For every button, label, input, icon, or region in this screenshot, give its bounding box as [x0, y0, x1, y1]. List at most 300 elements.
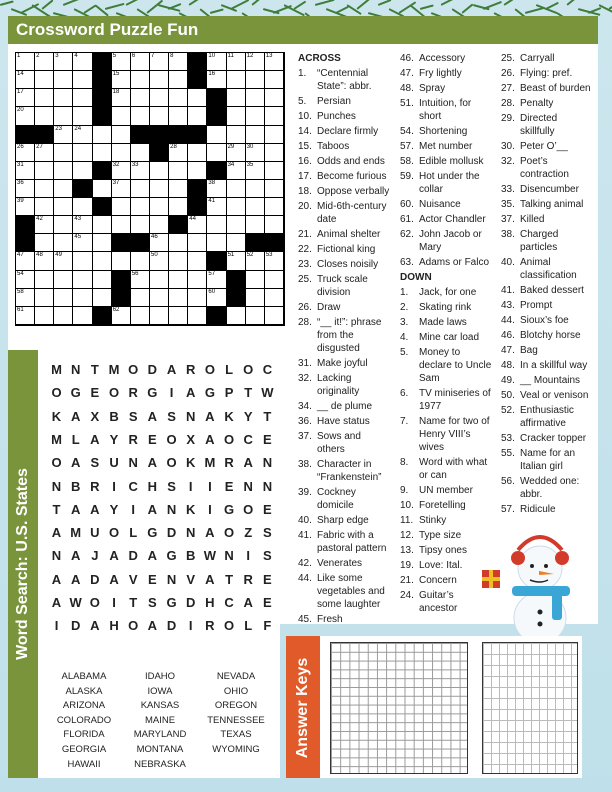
word-search-letter[interactable]: A	[109, 571, 119, 587]
crossword-cell[interactable]	[131, 144, 150, 162]
crossword-cell[interactable]	[207, 216, 226, 234]
word-search-letter[interactable]: G	[166, 548, 177, 564]
word-search-letter[interactable]: E	[148, 431, 157, 447]
crossword-cell[interactable]	[73, 89, 92, 107]
word-search-letter[interactable]: O	[166, 431, 177, 447]
word-search-letter[interactable]: A	[70, 408, 81, 424]
crossword-cell[interactable]	[35, 53, 54, 71]
word-search-letter[interactable]: O	[243, 501, 254, 517]
word-search-letter[interactable]: A	[90, 501, 100, 517]
crossword-cell[interactable]	[54, 252, 73, 270]
word-search-letter[interactable]: A	[147, 618, 158, 634]
word-search-letter[interactable]: A	[70, 455, 81, 471]
word-search-letter[interactable]: A	[147, 455, 158, 471]
crossword-cell[interactable]	[169, 89, 188, 107]
crossword-cell[interactable]	[207, 144, 226, 162]
word-search-letter[interactable]: T	[244, 385, 253, 401]
word-search-letter[interactable]: E	[224, 478, 234, 494]
crossword-cell[interactable]	[35, 144, 54, 162]
crossword-cell[interactable]	[227, 107, 246, 125]
crossword-cell[interactable]	[131, 53, 150, 71]
word-search-letter[interactable]: I	[112, 478, 116, 494]
word-search-letter[interactable]: H	[147, 478, 158, 494]
word-search-letter[interactable]: L	[129, 525, 138, 541]
crossword-cell[interactable]	[73, 144, 92, 162]
word-search-letter[interactable]: O	[51, 455, 62, 471]
crossword-cell[interactable]	[265, 252, 284, 270]
word-search-letter[interactable]: M	[70, 525, 82, 541]
crossword-cell[interactable]	[227, 126, 246, 144]
word-search-letter[interactable]: G	[70, 385, 81, 401]
crossword-cell[interactable]	[265, 289, 284, 307]
crossword-cell[interactable]	[246, 162, 265, 180]
crossword-cell[interactable]	[93, 234, 112, 252]
word-search-letter[interactable]: I	[131, 501, 135, 517]
word-search-letter[interactable]: N	[51, 548, 62, 564]
word-search-letter[interactable]: T	[263, 408, 272, 424]
crossword-cell[interactable]	[35, 216, 54, 234]
word-search-letter[interactable]: R	[90, 478, 100, 494]
crossword-cell[interactable]	[188, 307, 207, 325]
word-search-letter[interactable]: S	[148, 595, 157, 610]
crossword-cell[interactable]	[227, 71, 246, 89]
word-search-letter[interactable]: A	[70, 501, 81, 517]
crossword-cell[interactable]	[131, 307, 150, 325]
crossword-cell[interactable]	[188, 234, 207, 252]
crossword-cell[interactable]	[131, 289, 150, 307]
crossword-cell[interactable]	[112, 126, 131, 144]
word-search-letter[interactable]: N	[166, 571, 177, 587]
word-search-letter[interactable]: K	[224, 408, 234, 424]
crossword-cell[interactable]	[16, 107, 35, 125]
crossword-cell[interactable]	[150, 107, 169, 125]
crossword-cell[interactable]	[73, 234, 92, 252]
word-search-letter[interactable]: L	[225, 362, 234, 377]
crossword-cell[interactable]	[54, 162, 73, 180]
word-search-letter[interactable]: C	[262, 362, 273, 377]
word-search-letter[interactable]: N	[224, 548, 234, 564]
word-search-letter[interactable]: W	[261, 385, 274, 401]
word-search-letter[interactable]: I	[188, 478, 193, 494]
word-search-letter[interactable]: V	[128, 571, 138, 587]
crossword-cell[interactable]	[73, 107, 92, 125]
crossword-cell[interactable]	[112, 252, 131, 270]
word-search-letter[interactable]: V	[186, 571, 196, 587]
crossword-cell[interactable]	[169, 198, 188, 216]
crossword-cell[interactable]	[54, 307, 73, 325]
word-search-letter[interactable]: E	[263, 501, 272, 517]
crossword-cell[interactable]	[246, 144, 265, 162]
crossword-cell[interactable]	[112, 307, 131, 325]
crossword-cell[interactable]	[35, 198, 54, 216]
word-search-letter[interactable]: L	[244, 618, 253, 634]
crossword-cell[interactable]	[73, 126, 92, 144]
word-search-letter[interactable]: A	[243, 595, 253, 610]
crossword-cell[interactable]	[246, 307, 265, 325]
crossword-cell[interactable]	[112, 89, 131, 107]
word-search-letter[interactable]: S	[263, 548, 272, 564]
word-search-letter[interactable]: J	[91, 548, 99, 564]
crossword-cell[interactable]	[246, 107, 265, 125]
crossword-cell[interactable]	[16, 198, 35, 216]
crossword-cell[interactable]	[265, 107, 284, 125]
crossword-cell[interactable]	[54, 180, 73, 198]
crossword-cell[interactable]	[246, 126, 265, 144]
word-search-letter[interactable]: N	[186, 525, 196, 541]
crossword-cell[interactable]	[150, 271, 169, 289]
crossword-cell[interactable]	[169, 252, 188, 270]
crossword-cell[interactable]	[112, 144, 131, 162]
crossword-cell[interactable]	[207, 271, 226, 289]
crossword-cell[interactable]	[54, 126, 73, 144]
word-search-letter[interactable]: H	[205, 595, 215, 610]
crossword-cell[interactable]	[150, 252, 169, 270]
word-search-letter[interactable]: B	[109, 408, 119, 424]
crossword-cell[interactable]	[35, 162, 54, 180]
word-search-letter[interactable]: A	[109, 548, 119, 564]
word-search-letter[interactable]: A	[147, 548, 158, 564]
crossword-cell[interactable]	[207, 71, 226, 89]
crossword-cell[interactable]	[35, 89, 54, 107]
word-search-letter[interactable]: K	[186, 455, 196, 471]
crossword-cell[interactable]	[227, 180, 246, 198]
word-search-letter[interactable]: O	[108, 385, 120, 401]
crossword-cell[interactable]	[207, 234, 226, 252]
crossword-cell[interactable]	[207, 180, 226, 198]
word-search-letter[interactable]: I	[246, 548, 251, 564]
word-search-letter[interactable]: M	[51, 362, 62, 377]
word-search-letter[interactable]: T	[90, 362, 99, 377]
word-search-letter[interactable]: R	[224, 455, 234, 471]
word-search-letter[interactable]: Y	[109, 431, 119, 447]
word-search-letter[interactable]: A	[90, 431, 100, 447]
crossword-cell[interactable]	[35, 71, 54, 89]
word-search-letter[interactable]: P	[224, 385, 234, 401]
word-search-letter[interactable]: O	[223, 618, 235, 634]
word-search-letter[interactable]: C	[243, 431, 253, 447]
crossword-cell[interactable]	[16, 307, 35, 325]
crossword-cell[interactable]	[265, 126, 284, 144]
crossword-cell[interactable]	[265, 53, 284, 71]
crossword-cell[interactable]	[73, 271, 92, 289]
crossword-cell[interactable]	[112, 71, 131, 89]
crossword-cell[interactable]	[35, 271, 54, 289]
word-search-letter[interactable]: U	[109, 455, 119, 471]
word-search-letter[interactable]: X	[90, 408, 100, 424]
word-search-letter[interactable]: N	[186, 408, 196, 424]
crossword-cell[interactable]	[112, 180, 131, 198]
crossword-cell[interactable]	[246, 71, 265, 89]
crossword-cell[interactable]	[73, 198, 92, 216]
crossword-cell[interactable]	[227, 53, 246, 71]
crossword-cell[interactable]	[93, 180, 112, 198]
crossword-cell[interactable]	[73, 162, 92, 180]
crossword-cell[interactable]	[265, 89, 284, 107]
word-search-letter[interactable]: I	[188, 618, 193, 634]
word-search-letter[interactable]: R	[243, 571, 253, 587]
word-search-letter[interactable]: A	[70, 548, 81, 564]
word-search-letter[interactable]: T	[225, 571, 234, 587]
crossword-cell[interactable]	[73, 71, 92, 89]
crossword-cell[interactable]	[246, 252, 265, 270]
word-search-letter[interactable]: U	[90, 525, 100, 541]
word-search-letter[interactable]: D	[147, 362, 158, 377]
crossword-cell[interactable]	[227, 162, 246, 180]
crossword-cell[interactable]	[35, 252, 54, 270]
crossword-cell[interactable]	[16, 144, 35, 162]
word-search-letter[interactable]: O	[51, 385, 62, 401]
crossword-cell[interactable]	[16, 53, 35, 71]
word-search-letter[interactable]: O	[166, 455, 177, 471]
word-search-letter[interactable]: B	[186, 548, 196, 564]
crossword-cell[interactable]	[131, 89, 150, 107]
word-search-letter[interactable]: D	[128, 548, 138, 564]
word-search-letter[interactable]: E	[263, 571, 272, 587]
word-search-letter[interactable]: I	[208, 501, 212, 517]
crossword-cell[interactable]	[150, 162, 169, 180]
crossword-cell[interactable]	[16, 180, 35, 198]
crossword-cell[interactable]	[188, 271, 207, 289]
crossword-cell[interactable]	[35, 234, 54, 252]
crossword-cell[interactable]	[150, 198, 169, 216]
word-search-letter[interactable]: D	[70, 618, 81, 634]
crossword-cell[interactable]	[54, 198, 73, 216]
word-search-letter[interactable]: A	[166, 362, 177, 377]
crossword-cell[interactable]	[150, 289, 169, 307]
word-search-letter[interactable]: N	[51, 478, 62, 494]
crossword-cell[interactable]	[54, 234, 73, 252]
crossword-cell[interactable]	[227, 252, 246, 270]
crossword-cell[interactable]	[188, 162, 207, 180]
word-search-letter[interactable]: I	[54, 618, 59, 634]
word-search-letter[interactable]: O	[128, 362, 139, 377]
word-search-letter[interactable]: A	[51, 571, 62, 587]
crossword-cell[interactable]	[112, 216, 131, 234]
word-search-letter[interactable]: S	[90, 455, 100, 471]
crossword-cell[interactable]	[112, 198, 131, 216]
crossword-cell[interactable]	[150, 89, 169, 107]
crossword-cell[interactable]	[150, 53, 169, 71]
crossword-cell[interactable]	[169, 53, 188, 71]
crossword-cell[interactable]	[207, 53, 226, 71]
crossword-cell[interactable]	[16, 71, 35, 89]
word-search-letter[interactable]: D	[166, 618, 177, 634]
word-search-letter[interactable]: D	[186, 595, 196, 610]
crossword-cell[interactable]	[54, 89, 73, 107]
crossword-cell[interactable]	[188, 144, 207, 162]
crossword-cell[interactable]	[265, 198, 284, 216]
crossword-cell[interactable]	[16, 162, 35, 180]
crossword-cell[interactable]	[131, 216, 150, 234]
crossword-cell[interactable]	[227, 89, 246, 107]
crossword-cell[interactable]	[73, 252, 92, 270]
word-search-letter[interactable]: G	[147, 385, 158, 401]
word-search-letter[interactable]: Y	[109, 501, 119, 517]
word-search-letter[interactable]: E	[90, 385, 100, 401]
crossword-cell[interactable]	[54, 53, 73, 71]
word-search-letter[interactable]: F	[263, 618, 272, 634]
crossword-cell[interactable]	[169, 71, 188, 89]
crossword-cell[interactable]	[227, 216, 246, 234]
crossword-cell[interactable]	[188, 216, 207, 234]
crossword-cell[interactable]	[93, 216, 112, 234]
word-search-letter[interactable]: I	[208, 478, 212, 494]
crossword-cell[interactable]	[265, 271, 284, 289]
crossword-cell[interactable]	[188, 107, 207, 125]
crossword-cell[interactable]	[265, 180, 284, 198]
crossword-cell[interactable]	[93, 126, 112, 144]
word-search-letter[interactable]: K	[51, 408, 62, 424]
crossword-cell[interactable]	[246, 180, 265, 198]
word-search-letter[interactable]: A	[51, 525, 62, 541]
crossword-cell[interactable]	[93, 252, 112, 270]
crossword-cell[interactable]	[54, 216, 73, 234]
word-search-letter[interactable]: O	[108, 525, 120, 541]
word-search-letter[interactable]: M	[51, 431, 62, 447]
word-search-letter[interactable]: G	[147, 525, 158, 541]
word-search-letter[interactable]: H	[109, 618, 119, 634]
crossword-cell[interactable]	[246, 198, 265, 216]
word-search-letter[interactable]: W	[69, 595, 82, 610]
word-search-letter[interactable]: G	[223, 501, 235, 517]
crossword-cell[interactable]	[131, 71, 150, 89]
crossword-cell[interactable]	[131, 252, 150, 270]
crossword-cell[interactable]	[169, 234, 188, 252]
word-search-letter[interactable]: W	[203, 548, 217, 564]
crossword-cell[interactable]	[227, 198, 246, 216]
word-search-letter[interactable]: M	[204, 455, 216, 471]
crossword-cell[interactable]	[150, 180, 169, 198]
crossword-cell[interactable]	[54, 271, 73, 289]
crossword-cell[interactable]	[265, 216, 284, 234]
crossword-cell[interactable]	[131, 180, 150, 198]
crossword-cell[interactable]	[93, 144, 112, 162]
word-search-letter[interactable]: R	[186, 362, 196, 377]
crossword-cell[interactable]	[169, 180, 188, 198]
crossword-cell[interactable]	[150, 71, 169, 89]
crossword-cell[interactable]	[54, 71, 73, 89]
word-search-letter[interactable]: R	[205, 618, 215, 634]
word-search-letter[interactable]: A	[205, 408, 215, 424]
word-search-letter[interactable]: N	[128, 455, 138, 471]
word-search-letter[interactable]: N	[243, 478, 253, 494]
word-search-letter[interactable]: N	[70, 362, 81, 377]
crossword-cell[interactable]	[150, 234, 169, 252]
word-search-letter[interactable]: S	[167, 478, 176, 494]
crossword-cell[interactable]	[35, 289, 54, 307]
crossword-cell[interactable]	[150, 216, 169, 234]
word-search-letter[interactable]: A	[205, 431, 215, 447]
word-search-letter[interactable]: S	[128, 408, 138, 424]
crossword-cell[interactable]	[131, 271, 150, 289]
word-search-letter[interactable]: D	[166, 525, 177, 541]
crossword-cell[interactable]	[54, 144, 73, 162]
word-search-letter[interactable]: O	[204, 362, 215, 377]
word-search-letter[interactable]: I	[169, 385, 174, 401]
crossword-cell[interactable]	[169, 307, 188, 325]
crossword-cell[interactable]	[227, 307, 246, 325]
crossword-cell[interactable]	[265, 71, 284, 89]
crossword-cell[interactable]	[169, 162, 188, 180]
crossword-cell[interactable]	[112, 162, 131, 180]
crossword-cell[interactable]	[227, 144, 246, 162]
crossword-grid[interactable]	[15, 52, 285, 326]
crossword-cell[interactable]	[131, 162, 150, 180]
word-search-letter[interactable]: T	[129, 595, 138, 610]
word-search-letter[interactable]: G	[204, 385, 215, 401]
crossword-cell[interactable]	[188, 289, 207, 307]
crossword-cell[interactable]	[73, 289, 92, 307]
word-search-letter[interactable]: S	[167, 408, 176, 424]
word-search-letter[interactable]: N	[166, 501, 177, 517]
crossword-cell[interactable]	[265, 307, 284, 325]
crossword-cell[interactable]	[265, 162, 284, 180]
crossword-cell[interactable]	[93, 289, 112, 307]
crossword-cell[interactable]	[169, 107, 188, 125]
crossword-cell[interactable]	[131, 107, 150, 125]
word-search-letter[interactable]: L	[71, 431, 80, 447]
word-search-letter[interactable]: K	[186, 501, 196, 517]
word-search-letter[interactable]: O	[89, 595, 100, 610]
crossword-cell[interactable]	[131, 198, 150, 216]
word-search-letter[interactable]: A	[147, 501, 158, 517]
word-search-letter[interactable]: E	[263, 431, 272, 447]
word-search-letter[interactable]: A	[147, 408, 158, 424]
word-search-letter[interactable]: A	[70, 571, 81, 587]
crossword-cell[interactable]	[188, 89, 207, 107]
word-search-letter[interactable]: R	[128, 431, 138, 447]
crossword-cell[interactable]	[54, 289, 73, 307]
crossword-cell[interactable]	[35, 307, 54, 325]
word-search-letter[interactable]: A	[186, 385, 196, 401]
word-search-letter[interactable]: M	[108, 362, 120, 377]
word-search-letter[interactable]: R	[128, 385, 138, 401]
word-search-letter[interactable]: O	[128, 618, 139, 634]
crossword-cell[interactable]	[73, 307, 92, 325]
crossword-cell[interactable]	[150, 307, 169, 325]
word-search-letter[interactable]: G	[166, 595, 177, 610]
crossword-cell[interactable]	[93, 271, 112, 289]
crossword-cell[interactable]	[73, 216, 92, 234]
word-search-letter[interactable]: E	[148, 571, 157, 587]
word-search-letter[interactable]: A	[51, 595, 62, 610]
crossword-cell[interactable]	[207, 289, 226, 307]
word-search-letter[interactable]: A	[205, 571, 215, 587]
word-search-letter[interactable]: S	[263, 525, 272, 541]
word-search-letter[interactable]: A	[90, 618, 100, 634]
crossword-cell[interactable]	[16, 89, 35, 107]
word-search-letter[interactable]: A	[243, 455, 253, 471]
crossword-cell[interactable]	[188, 252, 207, 270]
crossword-cell[interactable]	[35, 107, 54, 125]
word-search-letter[interactable]: E	[263, 595, 272, 610]
crossword-cell[interactable]	[16, 252, 35, 270]
crossword-cell[interactable]	[246, 289, 265, 307]
crossword-cell[interactable]	[35, 180, 54, 198]
crossword-cell[interactable]	[227, 234, 246, 252]
word-search-letter[interactable]: N	[262, 478, 273, 494]
crossword-cell[interactable]	[265, 144, 284, 162]
crossword-cell[interactable]	[207, 198, 226, 216]
crossword-cell[interactable]	[246, 271, 265, 289]
crossword-cell[interactable]	[246, 89, 265, 107]
crossword-cell[interactable]	[246, 53, 265, 71]
crossword-cell[interactable]	[54, 107, 73, 125]
crossword-cell[interactable]	[169, 271, 188, 289]
word-search-letter[interactable]: X	[186, 431, 196, 447]
crossword-cell[interactable]	[16, 271, 35, 289]
word-search-letter[interactable]: N	[262, 455, 273, 471]
